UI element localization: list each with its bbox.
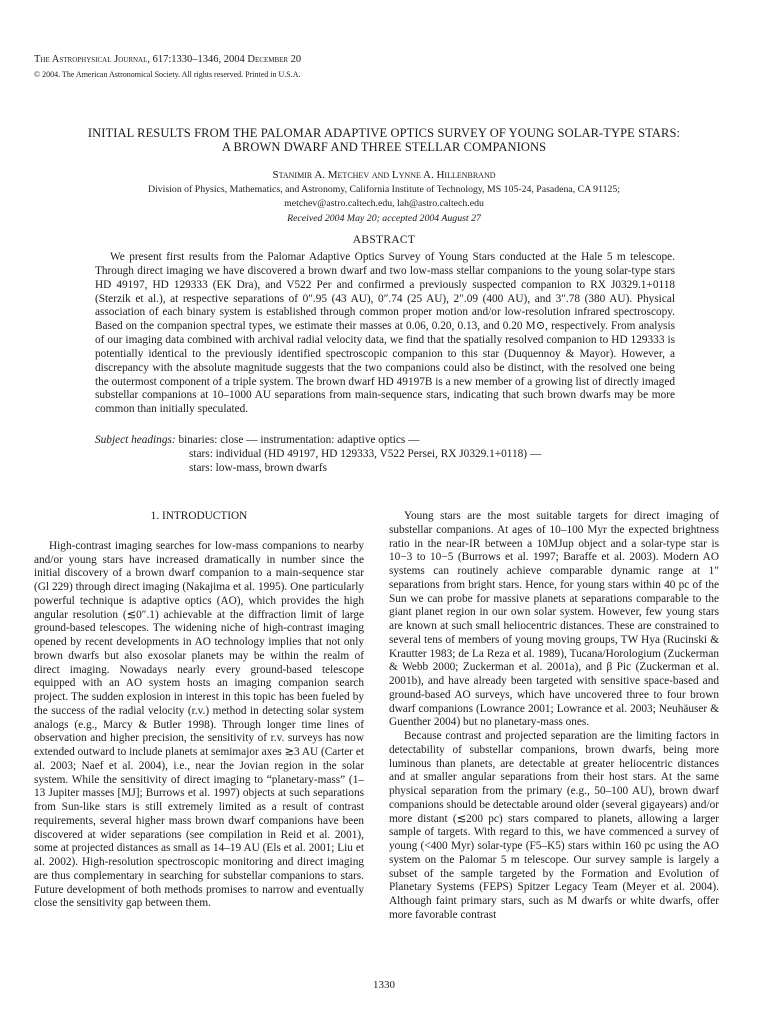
paper-title-line-1: INITIAL RESULTS FROM THE PALOMAR ADAPTIVE OPTICS SURVEY OF YOUNG SOLAR-TYPE STARS: [87, 126, 681, 140]
journal-citation: The Astrophysical Journal, 617:1330–1346, 2004 December 20 [34, 54, 302, 65]
author-emails: metchev@astro.caltech.edu, lah@astro.caltech.edu [284, 198, 484, 210]
intro-paragraph-1: High-contrast imaging searches for low-mass companions to nearby and/or young stars have increased dramatically in number since the initial discovery of a brown dwarf companion to a main-sequence star (Gl 229) through direct imaging (Nakajima et al. 1995). One particularly powerful technique is adaptive optics (AO), which provides the high angular resolution (≲0″.1) achievable at the diffraction limit of large ground-based telescopes. The widening niche of high-contrast imaging opened by recent developments in AO technology implies that not only brown dwarfs but also exosolar planets may be within the realm of direct imaging. Nowadays nearly every ground-based telescope equipped with an AO system hosts an imaging companion search project. The sudden explosion in interest in this topic has been fueled by the success of the radial velocity (r.v.) method in detecting solar system analogs (e.g., Marcy & Butler 1998). Through longer time lines of observation and higher precision, the sensitivity of r.v. surveys has now extended outward to include planets at semimajor axes ≳3 AU (Carter et al. 2003; Naef et al. 2004), i.e., near the Jovian region in the solar system. While the sensitivity of direct imaging to “planetary-mass” (1–13 Jupiter masses [MJ]; Burrows et al. 1997) objects at such separations from Sun-like stars is still extremely limited as a result of contrast requirements, several higher mass brown dwarf companions have been discovered at wider separations (see compilation in Reid et al. 2001), some at projected distances as small as 14–19 AU (Els et al. 2001; Liu et al. 2002). High-resolution spectroscopic monitoring and direct imaging are thus complementary in searching for substellar companions to stars. Future development of both methods promises to narrow and eventually close the sensitivity gap between them. [34, 539, 364, 910]
running-header [34, 54, 301, 80]
author-list: Stanimir A. Metchev and Lynne A. Hillenbrand [272, 169, 496, 181]
section-heading-introduction: 1. INTRODUCTION [150, 510, 248, 522]
subject-headings-label: Subject headings: [95, 434, 176, 446]
abstract-text: We present first results from the Palomar Adaptive Optics Survey of Young Stars conducted at the Hale 5 m telescope. Through direct imaging we have discovered a brown dwarf and two low-mass stellar companions to the young solar-type stars HD 49197, HD 129333 (EK Dra), and V522 Per and confirmed a previously suspected companion to RX J0329.1+0118 (Sterzik et al.), at respective separations of 0″.95 (43 AU), 0″.74 (25 AU), 2″.09 (400 AU), and 3″.78 (380 AU). Physical association of each binary system is established through common proper motion and/or low-resolution infrared spectroscopy. Based on the companion spectral types, we estimate their masses at 0.06, 0.20, 0.13, and 0.20 M⊙, respectively. From analysis of our imaging data combined with archival radial velocity data, we find that the spatially resolved companion to HD 129333 is potentially identical to the previously identified spectroscopic companion to this star (Duquennoy & Mayor). However, a discrepancy with the absolute magnitude suggests that the two companions could also be distinct, with the resolved one being the outermost component of a triple system. The brown dwarf HD 49197B is a new member of a growing list of directly imaged substellar companions at 10–1000 AU separations from main-sequence stars, indicating that such brown dwarfs may be more common than initially speculated. [95, 251, 675, 416]
affiliation: Division of Physics, Mathematics, and Astronomy, California Institute of Technology, MS 105-24, Pasadena, CA 91125; [147, 184, 621, 195]
subject-headings-line-1: binaries: close — instrumentation: adaptive optics — [178, 434, 420, 446]
title-block [40, 126, 728, 225]
right-column [389, 510, 719, 923]
copyright-notice: © 2004. The American Astronomical Society. All rights reserved. Printed in U.S.A. [34, 70, 301, 79]
subject-headings-line-3: stars: low-mass, brown dwarfs [189, 461, 328, 474]
abstract-heading: ABSTRACT [352, 234, 416, 246]
subject-headings-line-2: stars: individual (HD 49197, HD 129333, V522 Persei, RX J0329.1+0118) — [189, 447, 542, 460]
received-date: Received 2004 May 20; accepted 2004 August 27 [287, 212, 481, 224]
intro-paragraph-2: Young stars are the most suitable targets for direct imaging of substellar companions. At ages of 10–100 Myr the expected brightness ratio in the near-IR between a 10MJup object and a solar-type star is 10−3 to 10−5 (Burrows et al. 1997; Baraffe et al. 2003). Modern AO systems can routinely achieve comparable dynamic range at 1″ separations from bright stars. Hence, for young stars within 40 pc of the Sun we can probe for massive planets at separations comparable to the giant planet region in our own solar system. However, few young stars are known at such small heliocentric distances. These are constrained to several tens of members of young moving groups, TW Hya (Rucinski & Krautter 1983; de La Reza et al. 1989), Tucana/Horologium (Zuckerman & Webb 2000; Zuckerman et al. 2001a), and β Pic (Zuckerman et al. 2001b), and have already been targeted with sensitive space-based and ground-based AO surveys, which have uncovered three to four brown dwarf companions (Lowrance 2001; Lowrance et al. 2003; Neuhäuser & Guenther 2004) but no planetary-mass ones. [389, 510, 719, 729]
left-column [34, 510, 364, 911]
page-number: 1330 [373, 979, 395, 991]
intro-paragraph-3: Because contrast and projected separation are the limiting factors in detectability of substellar companions, brown dwarfs, being more luminous than planets, are detectable at greater heliocentric distances and at smaller angular separations from their host stars. At the same physical separation from the primary (e.g., 50–100 AU), brown dwarf companions should be detectable around older (several gigayears) and/or more distant (≲200 pc) stars compared to planets, allowing a larger sample of targets. With regard to this, we have commenced a survey of young (<400 Myr) solar-type (F5–K5) stars within 160 pc using the AO system on the Palomar 5 m telescope. Our survey sample is largely a subset of the sample targeted by the Formation and Evolution of Planetary Systems (FEPS) Spitzer Legacy Team (Meyer et al. 2004). Although faint primary stars, such as M dwarfs or white dwarfs, offer more favorable contrast [389, 730, 719, 921]
subject-headings [95, 434, 675, 476]
paper-title-line-2: A BROWN DWARF AND THREE STELLAR COMPANIONS [221, 140, 547, 154]
